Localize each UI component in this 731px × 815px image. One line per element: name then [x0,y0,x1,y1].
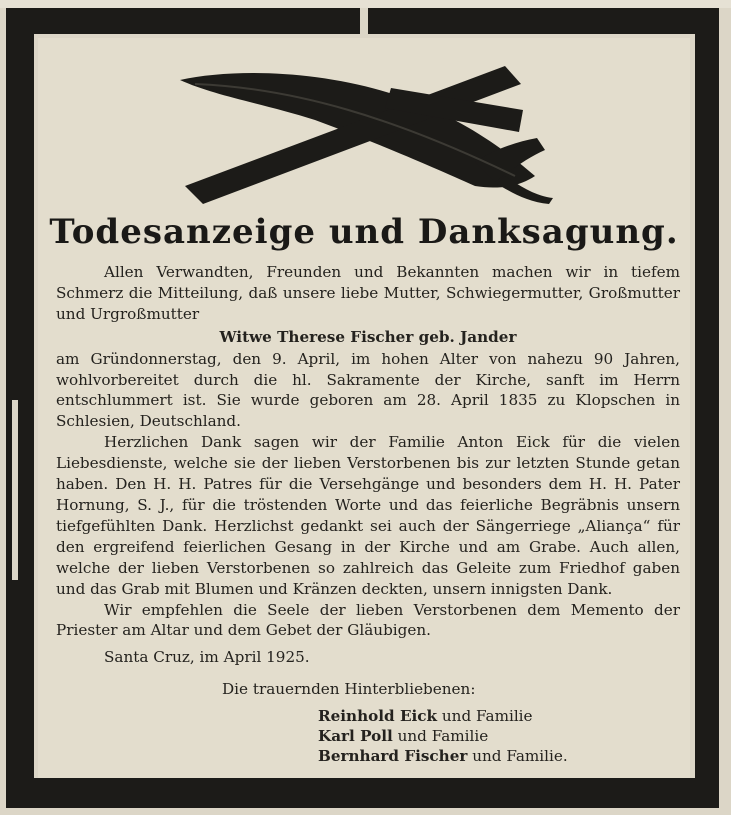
frame-gap [12,400,18,580]
signer: Karl Poll und Familie [318,727,489,745]
signer: Reinhold Eick und Familie [318,707,533,725]
death-details-paragraph: am Gründonnerstag, den 9. April, im hohen Alter von nahezu 90 Jahren, wohlvorbereitet durch die hl. Sakramente der Kirche, sanft im Herrn entschlummert ist. Sie wurde geboren am 28. April 1835 zu Klopschen in Schlesien, Deutschland. [56,349,680,431]
cross-with-palm-icon [175,58,565,208]
deceased-name: Witwe Therese Fischer geb. Jander [219,327,517,346]
signer: Bernhard Fischer und Familie. [318,747,568,765]
signers-list [318,706,568,766]
notice-body [56,262,680,668]
place-date: Santa Cruz, im April 1925. [104,648,310,667]
thanks-paragraph: Herzlichen Dank sagen wir der Familie Anton Eick für die vielen Liebesdienste, welche sie der lieben Verstorbenen bis zur letzten Stunde getan haben. Den H. H. Patres für die Versehgänge und besonders dem H. H. Pater Hornung, S. J., für die tröstenden Worte und das feierliche Begräbnis unsern tiefgefühlten Dank. Herzlichst gedankt sei auch der Sängerriege „Aliança“ für den ergreifend feierlichen Gesang in der Kirche und am Grabe. Auch allen, welche der lieben Verstorbenen so zahlreich das Geleite zum Friedhof gaben und das Grab mit Blumen und Kränzen deckten, unsern innigsten Dank. [56,433,680,598]
signoff-line: Die trauernden Hinterbliebenen: [222,680,476,698]
top-strip [0,0,731,8]
prayer-paragraph: Wir empfehlen die Seele der lieben Verstorbenen dem Memento der Priester am Altar und dem Gebet der Gläubigen. [56,600,680,640]
notice-title: Todesanzeige und Danksagung. [49,212,679,252]
frame-gap [360,8,368,34]
intro-paragraph: Allen Verwandten, Freunden und Bekannten machen wir in tiefem Schmerz die Mitteilung, daß unsere liebe Mutter, Schwiegermutter, Großmutter und Urgroßmutter [56,263,680,323]
